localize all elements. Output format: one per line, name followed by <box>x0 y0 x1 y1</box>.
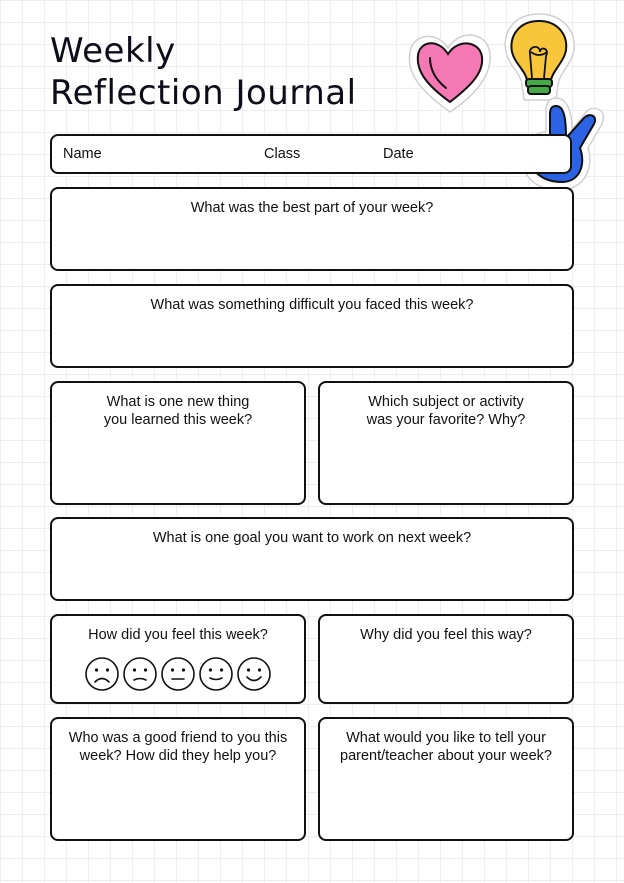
title-line-1: Weekly <box>50 31 176 71</box>
learned-box[interactable] <box>50 381 306 505</box>
feel-box <box>50 614 306 704</box>
why-feel-box[interactable] <box>318 614 574 704</box>
best-part-prompt: What was the best part of your week? <box>190 200 434 216</box>
student-info-bar <box>50 134 572 174</box>
sad-face-icon[interactable] <box>122 656 158 692</box>
neutral-face-icon[interactable] <box>160 656 196 692</box>
learned-prompt: What is one new thing you learned this week? <box>103 394 253 428</box>
page-title <box>50 30 357 114</box>
favorite-box[interactable] <box>318 381 574 505</box>
friend-prompt: Who was a good friend to you this week? How did they help you? <box>68 730 288 764</box>
name-label: Name <box>63 146 102 162</box>
title-line-2: Reflection Journal <box>50 73 357 113</box>
favorite-prompt: Which subject or activity was your favorite? Why? <box>366 394 526 428</box>
best-part-box[interactable] <box>50 187 574 271</box>
why-feel-prompt: Why did you feel this way? <box>360 627 532 643</box>
friend-box[interactable] <box>50 717 306 841</box>
feel-prompt: How did you feel this week? <box>88 627 268 643</box>
tell-box[interactable] <box>318 717 574 841</box>
very-sad-face-icon[interactable] <box>84 656 120 692</box>
class-label: Class <box>264 146 301 162</box>
very-happy-face-icon[interactable] <box>236 656 272 692</box>
goal-box[interactable] <box>50 517 574 601</box>
difficult-box[interactable] <box>50 284 574 368</box>
difficult-prompt: What was something difficult you faced this week? <box>150 297 474 313</box>
heart-sticker-icon <box>404 26 496 118</box>
goal-prompt: What is one goal you want to work on next week? <box>152 530 472 546</box>
lightbulb-sticker-icon <box>500 12 578 104</box>
date-label: Date <box>383 146 414 162</box>
mood-scale <box>52 656 304 692</box>
tell-prompt: What would you like to tell your parent/teacher about your week? <box>340 730 552 764</box>
happy-face-icon[interactable] <box>198 656 234 692</box>
